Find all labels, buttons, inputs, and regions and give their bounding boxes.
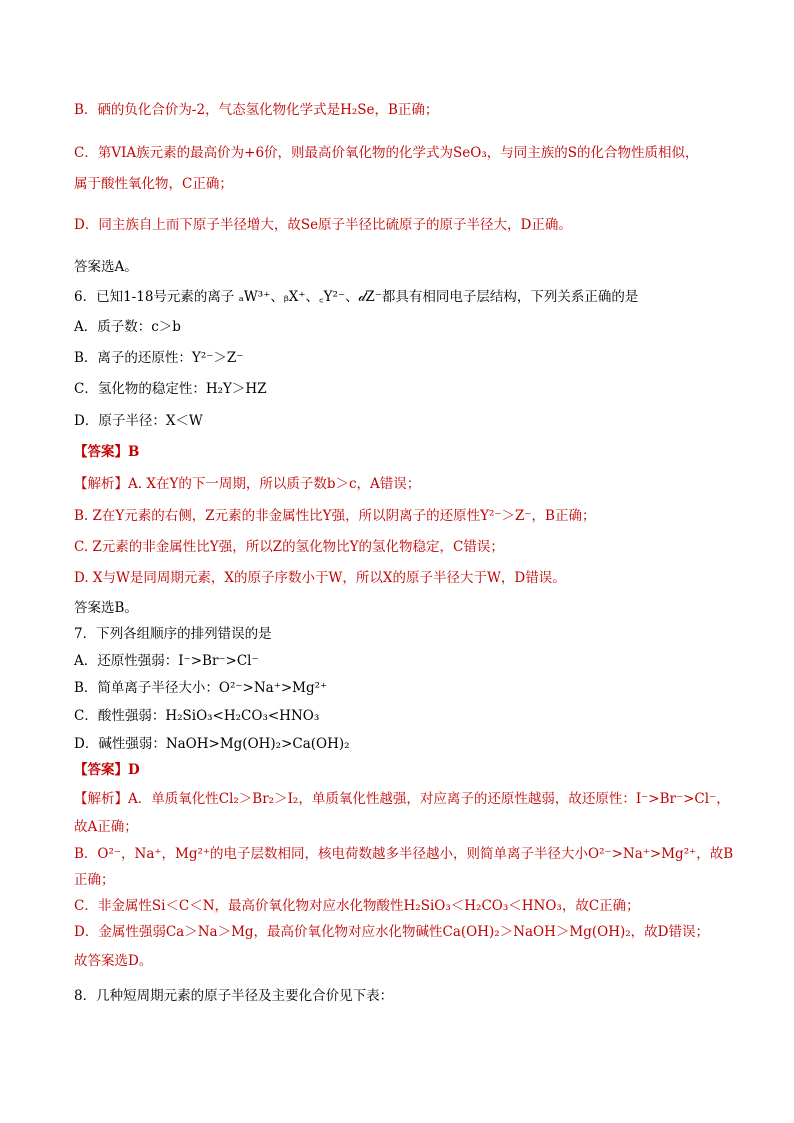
answer-label: 【答案】B — [74, 444, 140, 460]
answer-label: 【答案】D — [74, 762, 140, 778]
option-a: A．质子数：c＞b — [74, 319, 181, 335]
option-a: A．还原性强弱：I⁻>Br⁻>Cl⁻ — [74, 653, 259, 669]
option-c: C．酸性强弱：H₂SiO₃<H₂CO₃<HNO₃ — [74, 708, 320, 724]
option-d: D．碱性强弱：NaOH>Mg(OH)₂>Ca(OH)₂ — [74, 736, 350, 752]
text-line: D．同主族自上而下原子半径增大，故Se原子半径比硫原子的原子半径大，D正确。 — [74, 217, 572, 233]
analysis-line: D．金属性强弱Ca＞Na＞Mg，最高价氧化物对应水化物碱性Ca(OH)₂＞NaOH＞Mg(OH)₂，故D错误； — [74, 924, 709, 940]
answer-line: 答案选A。 — [74, 259, 138, 275]
analysis-line: 正确； — [74, 872, 115, 888]
analysis-line: 故A正确； — [74, 819, 138, 835]
text-line: B．硒的负化合价为-2，气态氢化物化学式是H₂Se，B正确； — [74, 102, 439, 118]
analysis-line: 【解析】A．单质氧化性Cl₂＞Br₂＞I₂，单质氧化性越强，对应离子的还原性越弱，故还原性：I⁻>Br⁻>Cl⁻， — [74, 791, 730, 807]
text-line: 属于酸性氧化物，C正确； — [74, 176, 233, 192]
question-7: 7．下列各组顺序的排列错误的是 — [74, 626, 272, 642]
analysis-line: C. Z元素的非金属性比Y强，所以Z的氢化物比Y的氢化物稳定，C错误； — [74, 539, 504, 555]
analysis-line: C．非金属性Si＜C＜N，最高价氧化物对应水化物酸性H₂SiO₃＜H₂CO₃＜HNO₃，故C正确； — [74, 898, 640, 914]
text-line: C．第VIA族元素的最高价为+6价，则最高价氧化物的化学式为SeO₃，与同主族的S的化合物性质相似， — [74, 145, 699, 161]
analysis-line: 故答案选D。 — [74, 953, 153, 969]
option-c: C．氢化物的稳定性：H₂Y＞HZ — [74, 381, 267, 397]
option-d: D．原子半径：X＜W — [74, 413, 203, 429]
analysis-line: B．O²⁻，Na⁺，Mg²⁺的电子层数相同，核电荷数越多半径越小，则简单离子半径大小O²⁻>Na⁺>Mg²⁺，故B — [74, 846, 734, 862]
analysis-line: D. X与W是同周期元素，X的原子序数小于W，所以X的原子半径大于W，D错误。 — [74, 570, 566, 586]
option-b: B．离子的还原性：Y²⁻＞Z⁻ — [74, 350, 244, 366]
option-b: B．简单离子半径大小：O²⁻>Na⁺>Mg²⁺ — [74, 680, 328, 696]
answer-line: 答案选B。 — [74, 600, 138, 616]
analysis-line: 【解析】A. X在Y的下一周期，所以质子数b＞c，A错误； — [74, 476, 421, 492]
analysis-line: B. Z在Y元素的右侧，Z元素的非金属性比Y强，所以阴离子的还原性Y²⁻＞Z⁻，B正确； — [74, 508, 596, 524]
question-6: 6．已知1-18号元素的离子 ₐW³⁺、ᵦX⁺、꜀Y²⁻、𝒹Z⁻都具有相同电子层结构，下列关系正确的是 — [74, 289, 639, 305]
question-8: 8．几种短周期元素的原子半径及主要化合价见下表： — [74, 988, 394, 1004]
